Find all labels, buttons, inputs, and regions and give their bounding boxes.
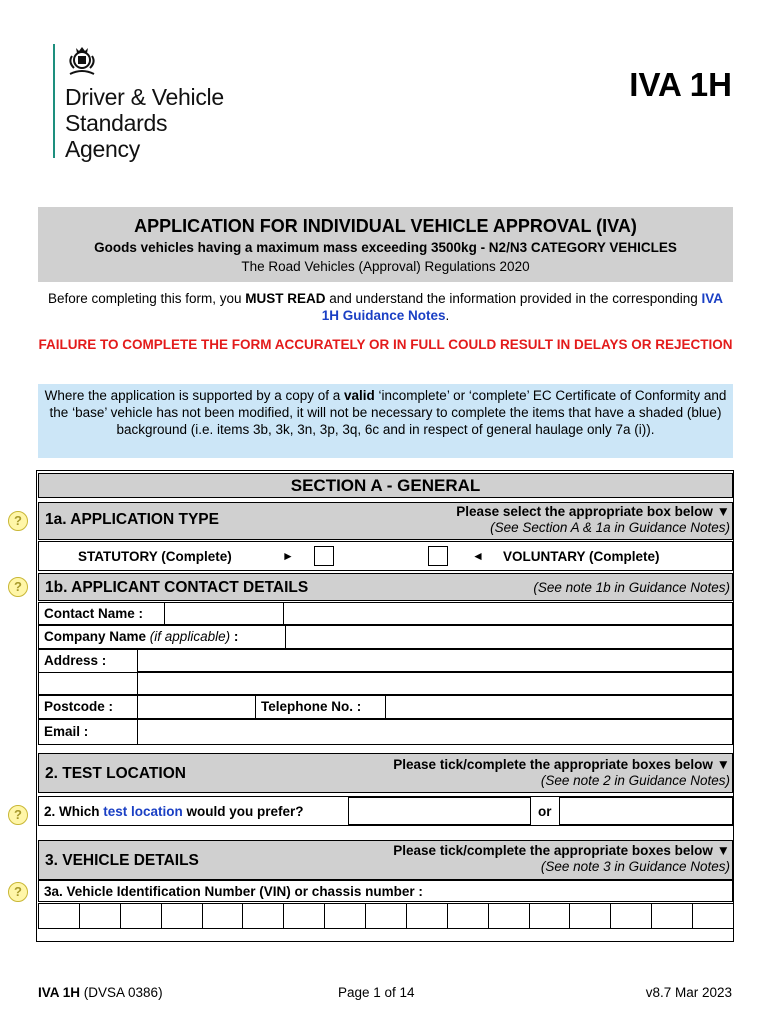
vin-character-input[interactable] [202, 903, 244, 929]
contact-name-label: Contact Name : [44, 606, 144, 621]
section-a-title: SECTION A - GENERAL [38, 473, 733, 498]
intro-part: . [445, 308, 450, 323]
vin-character-input[interactable] [447, 903, 489, 929]
q2-question [44, 804, 304, 819]
vin-character-input[interactable] [242, 903, 284, 929]
statutory-label: STATUTORY (Complete) [78, 549, 232, 564]
intro-part: Before completing this form, you [47, 291, 246, 306]
help-icon[interactable]: ? [8, 805, 28, 825]
help-icon[interactable]: ? [8, 511, 28, 531]
q2-question-text: 2. Which [44, 804, 104, 819]
q3-note-italic: (See note 3 in Guidance Notes) [540, 859, 730, 874]
footer-form-code [38, 985, 163, 1000]
vin-character-input[interactable] [365, 903, 407, 929]
footer-form-id: IVA 1H [38, 985, 81, 1000]
company-name-input[interactable] [285, 625, 733, 649]
help-icon[interactable]: ? [8, 577, 28, 597]
royal-crest-icon [66, 44, 98, 78]
email-label: Email : [44, 724, 89, 739]
vin-input-row [38, 903, 733, 929]
voluntary-checkbox[interactable] [428, 546, 448, 566]
agency-line: Standards [65, 110, 168, 136]
test-location-choice-1-input[interactable] [348, 797, 531, 825]
telephone-label: Telephone No. : [261, 699, 362, 714]
version: v8.7 Mar 2023 [645, 985, 732, 1000]
title-box [38, 207, 733, 282]
address-label: Address : [44, 653, 107, 668]
address-line-1-input[interactable] [137, 649, 733, 672]
notice-valid: valid [344, 388, 375, 403]
test-location-link[interactable]: test location [103, 804, 183, 819]
agency-line: Driver & Vehicle [65, 84, 224, 110]
q2-question-text: would you prefer? [182, 804, 304, 819]
q2-note [393, 757, 730, 789]
q3-note-bold: Please tick/complete the appropriate boxes below ▼ [393, 843, 730, 858]
vin-character-input[interactable] [283, 903, 325, 929]
footer-form-ref: (DVSA 0386) [80, 985, 163, 1000]
q2-note-italic: (See note 2 in Guidance Notes) [540, 773, 730, 788]
vin-character-input[interactable] [651, 903, 693, 929]
warning-text: FAILURE TO COMPLETE THE FORM ACCURATELY OR IN FULL COULD RESULT IN DELAYS OR REJECTION [38, 337, 733, 352]
arrow-right-icon: ► [282, 549, 294, 563]
address-spacer [38, 672, 138, 695]
q3-note [393, 843, 730, 875]
q2-note-bold: Please tick/complete the appropriate boxes below ▼ [393, 757, 730, 772]
q1a-note-bold: Please select the appropriate box below ▼ [456, 504, 730, 519]
or-label: or [538, 804, 552, 819]
q1b-note: (See note 1b in Guidance Notes) [533, 580, 730, 595]
vin-character-input[interactable] [79, 903, 121, 929]
telephone-input[interactable] [385, 695, 733, 719]
notice-part: ‘incomplete’ or ‘complete’ EC Certificate of Conformity and the ‘base’ vehicle has not been modified, it will not be necessary to complete the items that have a shaded (blue) background (i.e. items 3b, 3k, 3n, 3p, 3q, 6c and in respect of general haulage only 7a (i)). [49, 388, 727, 437]
vin-character-input[interactable] [488, 903, 530, 929]
form-id: IVA 1H [629, 66, 732, 103]
regulations: The Road Vehicles (Approval) Regulations 2020 [241, 259, 530, 274]
q1a-title: 1a. APPLICATION TYPE [45, 511, 219, 528]
voluntary-label: VOLUNTARY (Complete) [503, 549, 660, 564]
vin-character-input[interactable] [529, 903, 571, 929]
notice-part: Where the application is supported by a copy of a [44, 388, 345, 403]
guidance-notes-link[interactable]: IVA 1H Guidance Notes [321, 291, 724, 323]
statutory-checkbox[interactable] [314, 546, 334, 566]
logo-divider [53, 44, 55, 158]
vin-character-input[interactable] [610, 903, 652, 929]
vin-label: 3a. Vehicle Identification Number (VIN) or chassis number : [44, 884, 423, 899]
vin-character-input[interactable] [38, 903, 80, 929]
company-name-text: Company Name [44, 629, 147, 644]
agency-line: Agency [65, 136, 140, 162]
shaded-items-notice [38, 384, 733, 458]
address-line-2-input[interactable] [137, 672, 733, 695]
company-name-suffix: (if applicable) [149, 629, 231, 644]
vin-character-input[interactable] [120, 903, 162, 929]
test-location-choice-2-input[interactable] [559, 797, 733, 825]
vin-character-input[interactable] [161, 903, 203, 929]
vin-character-input[interactable] [569, 903, 611, 929]
q2-title: 2. TEST LOCATION [45, 765, 186, 782]
company-name-colon: : [230, 629, 239, 644]
page-number: Page 1 of 14 [338, 985, 415, 1000]
arrow-left-icon: ◄ [472, 549, 484, 563]
intro-text [38, 290, 733, 324]
vin-character-input[interactable] [324, 903, 366, 929]
q1a-note-italic: (See Section A & 1a in Guidance Notes) [490, 520, 730, 535]
q3-title: 3. VEHICLE DETAILS [45, 852, 199, 869]
q1a-note [456, 504, 730, 536]
must-read: MUST READ [245, 291, 326, 306]
email-input[interactable] [137, 719, 733, 745]
vin-character-input[interactable] [406, 903, 448, 929]
help-icon[interactable]: ? [8, 882, 28, 902]
q1b-title: 1b. APPLICANT CONTACT DETAILS [45, 579, 309, 596]
vin-character-input[interactable] [692, 903, 734, 929]
postcode-label: Postcode : [44, 699, 114, 714]
postcode-input[interactable] [137, 695, 256, 719]
company-name-label [44, 629, 238, 644]
intro-part: and understand the information provided in the corresponding [325, 291, 702, 306]
contact-name-input[interactable] [164, 602, 284, 625]
page-subtitle: Goods vehicles having a maximum mass exceeding 3500kg - N2/N3 CATEGORY VEHICLES [94, 240, 677, 255]
agency-name [65, 84, 224, 162]
page-title: APPLICATION FOR INDIVIDUAL VEHICLE APPROVAL (IVA) [134, 216, 637, 236]
